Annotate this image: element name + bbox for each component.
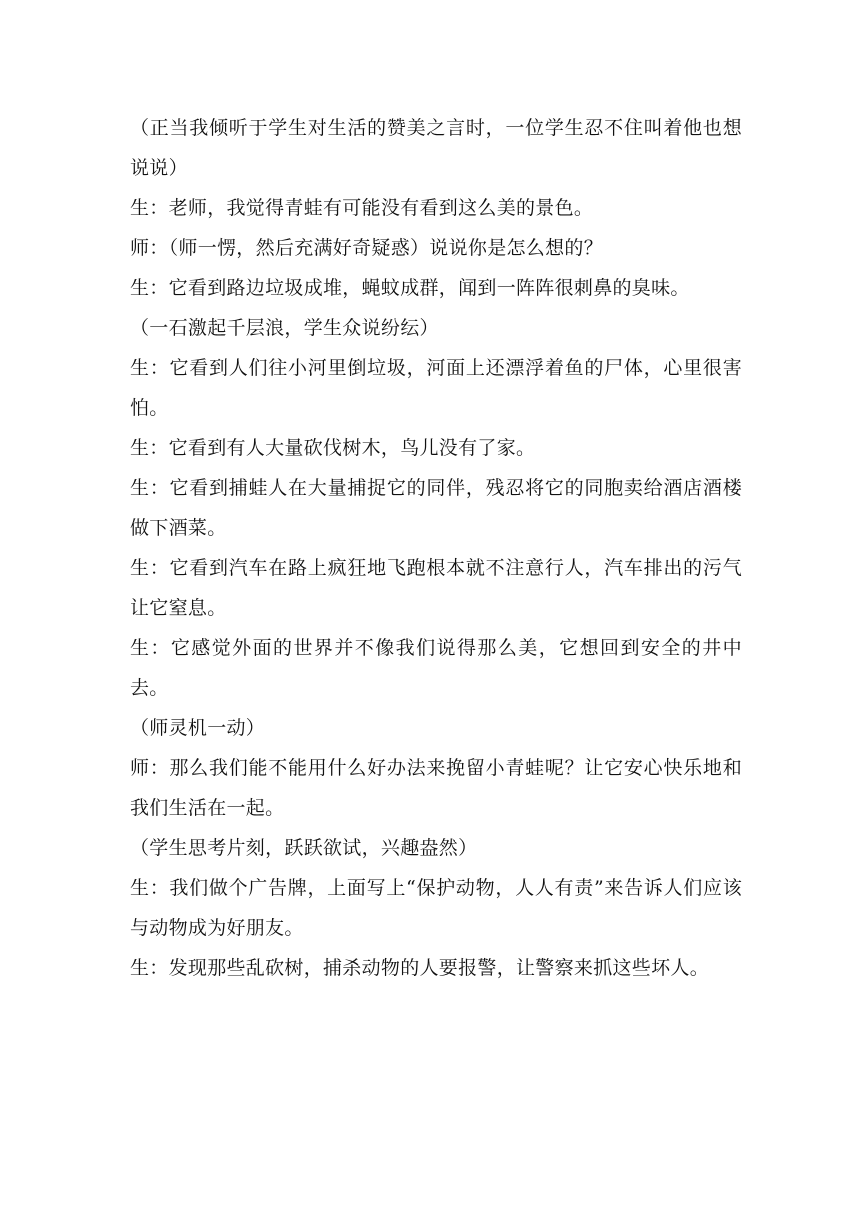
student-line: 生：它感觉外面的世界并不像我们说得那么美，它想回到安全的井中去。: [130, 637, 742, 699]
stage-direction: （一石激起千层浪，学生众说纷纭）: [130, 317, 439, 339]
student-line: 生：它看到有人大量砍伐树木，鸟儿没有了家。: [130, 437, 536, 459]
student-line: 生：它看到汽车在路上疯狂地飞跑根本就不注意行人，汽车排出的污气让它窒息。: [130, 557, 742, 619]
teacher-line: 师：那么我们能不能用什么好办法来挽留小青蛙呢？让它安心快乐地和我们生活在一起。: [130, 757, 742, 819]
student-line: 生：我们做个广告牌，上面写上“保护动物，人人有责”来告诉人们应该与动物成为好朋友。: [130, 877, 742, 939]
stage-direction: （师灵机一动）: [130, 717, 266, 739]
student-line: 生：它看到人们往小河里倒垃圾，河面上还漂浮着鱼的尸体，心里很害怕。: [130, 357, 742, 419]
teacher-line: 师：（师一愣，然后充满好奇疑惑）说说你是怎么想的？: [130, 237, 604, 259]
student-line: 生：它看到路边垃圾成堆，蝇蚊成群，闻到一阵阵很刺鼻的臭味。: [130, 277, 690, 299]
student-line: 生：老师，我觉得青蛙有可能没有看到这么美的景色。: [130, 197, 594, 219]
stage-direction: （正当我倾听于学生对生活的赞美之言时，一位学生忍不住叫着他也想说说）: [130, 117, 742, 179]
stage-direction: （学生思考片刻，跃跃欲试，兴趣盎然）: [130, 837, 478, 859]
student-line: 生：发现那些乱砍树，捕杀动物的人要报警，让警察来抓这些坏人。: [130, 957, 710, 979]
document-body: [130, 108, 742, 988]
student-line: 生：它看到捕蛙人在大量捕捉它的同伴，残忍将它的同胞卖给酒店酒楼做下酒菜。: [130, 477, 742, 539]
